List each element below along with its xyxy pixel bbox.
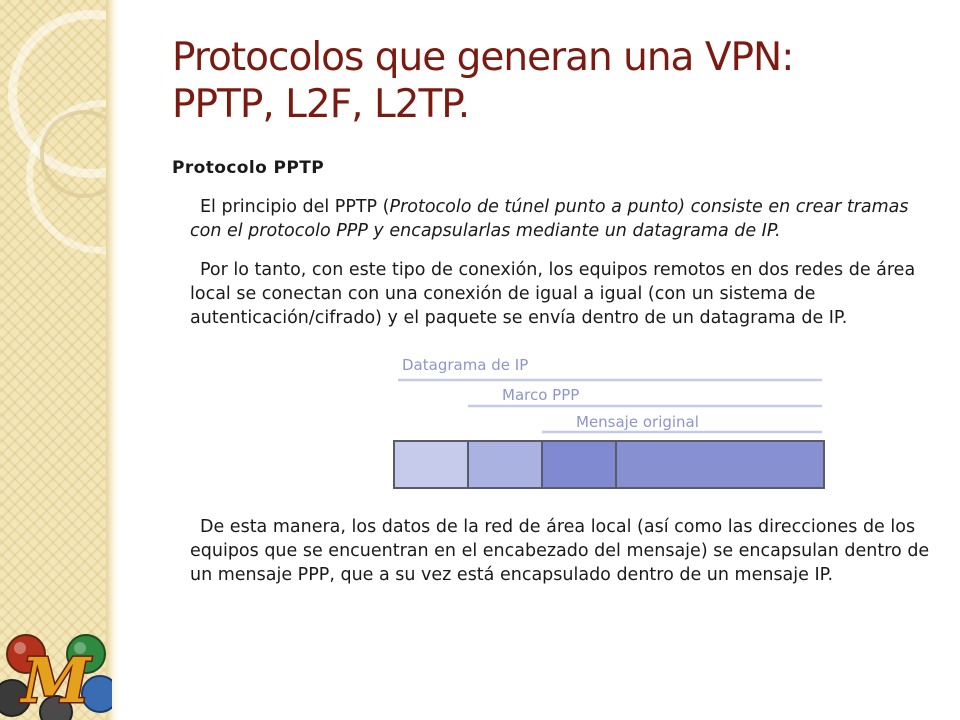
block-ppp-header (468, 441, 542, 488)
label-datagram: Datagrama de IP (402, 356, 529, 374)
block-message-header (542, 441, 616, 488)
paragraph-1 (190, 195, 940, 243)
paragraph-2 (190, 258, 940, 330)
slide-title (172, 34, 932, 128)
paragraph-1-italic: Protocolo de túnel punto a punto) consiste en crear tramas con el protocolo PPP y encapsularlas mediante un datagrama de IP. (190, 197, 909, 241)
block-ip-header (394, 441, 468, 488)
magic-logo-icon (0, 628, 112, 720)
title-line-2: PPTP, L2F, L2TP. (172, 82, 470, 127)
decorative-sidebar (0, 0, 106, 720)
paragraph-1-text: El principio del PPTP ( (200, 197, 390, 217)
paragraph-3 (190, 515, 940, 587)
block-message-payload (616, 441, 824, 488)
title-line-1: Protocolos que generan una VPN: (172, 35, 794, 80)
paragraph-2-text: Por lo tanto, con este tipo de conexión, los equipos remotos en dos redes de área local se conectan con una conexión de igual a igual (con un sistema de autenticación/cifrado) y el paquete se envía dentro de un datagrama de IP. (190, 260, 916, 328)
label-message: Mensaje original (576, 413, 699, 431)
logo-letter: M (21, 644, 91, 717)
sidebar-edge-shadow (106, 0, 118, 720)
paragraph-3-text: De esta manera, los datos de la red de área local (así como las direcciones de los equipos que se encuentran en el encabezado del mensaje) se encapsulan dentro de un mensaje PPP, que a su vez está encapsulado dentro de un mensaje IP. (190, 517, 930, 585)
label-frame: Marco PPP (502, 386, 580, 404)
section-heading: Protocolo PPTP (172, 158, 325, 178)
encapsulation-diagram (390, 350, 830, 492)
